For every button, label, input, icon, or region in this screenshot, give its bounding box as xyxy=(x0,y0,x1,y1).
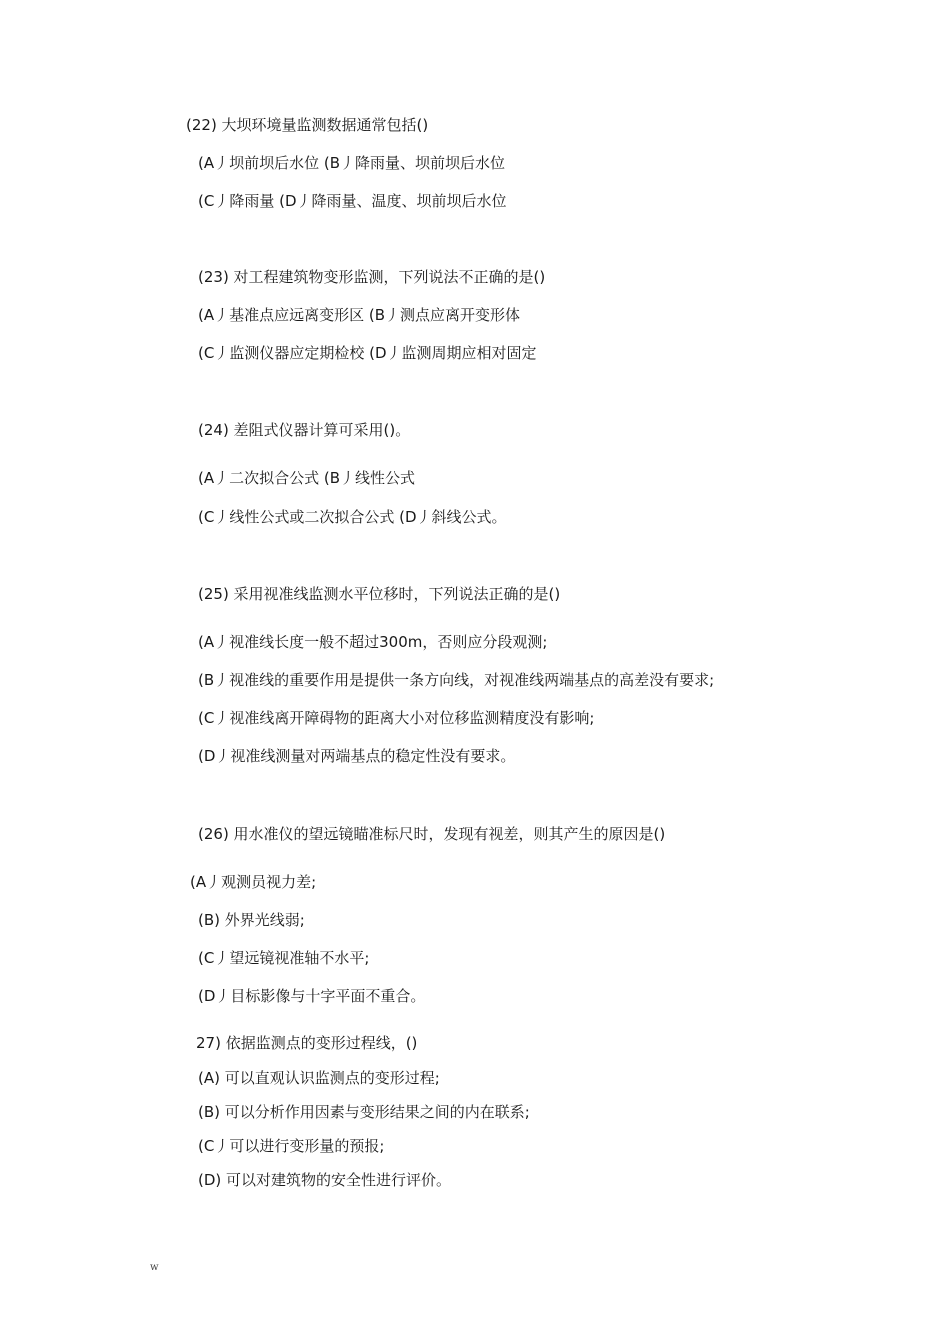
question-23-option-line-1: (A丿基准点应远离变形区 (B丿测点应离开变形体 xyxy=(198,306,521,324)
question-24-option-line-2: (C丿线性公式或二次拟合公式 (D丿斜线公式。 xyxy=(198,508,507,526)
question-25-option-d: (D丿视准线测量对两端基点的稳定性没有要求。 xyxy=(198,747,516,765)
question-27-option-c: (C丿可以进行变形量的预报; xyxy=(198,1137,385,1155)
question-27-option-b: (B) 可以分析作用因素与变形结果之间的内在联系; xyxy=(198,1103,530,1121)
question-23-stem: (23) 对工程建筑物变形监测，下列说法不正确的是() xyxy=(198,268,546,286)
question-25-option-a: (A丿视准线长度一般不超过300m，否则应分段观测; xyxy=(198,633,548,651)
question-26-option-b: (B) 外界光线弱; xyxy=(198,911,305,929)
question-27-stem: 27) 依据监测点的变形过程线，() xyxy=(196,1034,418,1052)
question-26-option-c: (C丿望远镜视准轴不水平; xyxy=(198,949,370,967)
question-22-stem: (22) 大坝环境量监测数据通常包括() xyxy=(186,116,429,134)
question-23-option-line-2: (C丿监测仪器应定期检校 (D丿监测周期应相对固定 xyxy=(198,344,537,362)
question-26-option-d: (D丿目标影像与十字平面不重合。 xyxy=(198,987,426,1005)
question-27-option-a: (A) 可以直观认识监测点的变形过程; xyxy=(198,1069,440,1087)
question-24-option-line-1: (A丿二次拟合公式 (B丿线性公式 xyxy=(198,469,416,487)
question-25-option-b: (B丿视准线的重要作用是提供一条方向线，对视准线两端基点的高差没有要求; xyxy=(198,671,715,689)
page-footer-mark: w xyxy=(150,1262,159,1273)
question-26-stem: (26) 用水准仪的望远镜瞄准标尺时，发现有视差，则其产生的原因是() xyxy=(198,825,666,843)
question-24-stem: (24) 差阻式仪器计算可采用()。 xyxy=(198,421,411,439)
question-27-option-d: (D) 可以对建筑物的安全性进行评价。 xyxy=(198,1171,452,1189)
question-25-option-c: (C丿视准线离开障碍物的距离大小对位移监测精度没有影响; xyxy=(198,709,595,727)
question-25-stem: (25) 采用视准线监测水平位移时，下列说法正确的是() xyxy=(198,585,561,603)
question-26-option-a: (A丿观测员视力差; xyxy=(190,873,317,891)
question-22-option-line-1: (A丿坝前坝后水位 (B丿降雨量、坝前坝后水位 xyxy=(198,154,506,172)
question-22-option-line-2: (C丿降雨量 (D丿降雨量、温度、坝前坝后水位 xyxy=(198,192,507,210)
